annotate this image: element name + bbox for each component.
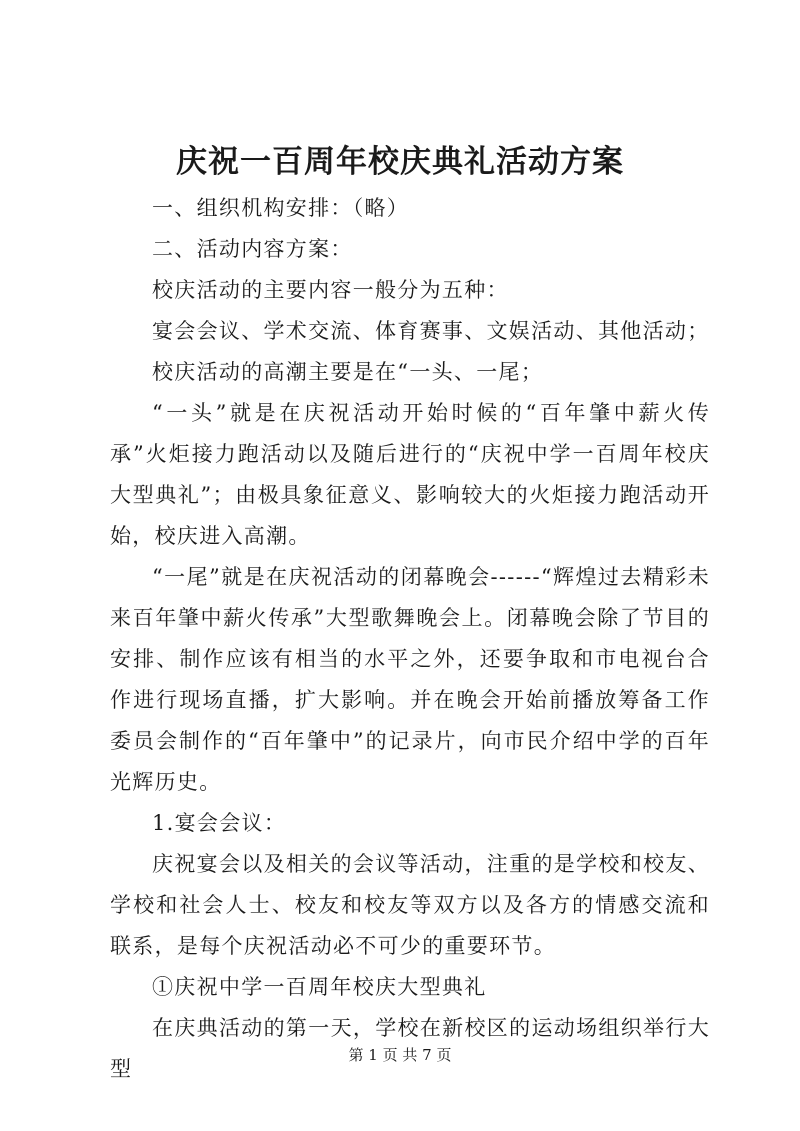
paragraph-five-types: 校庆活动的主要内容一般分为五种：	[152, 278, 509, 302]
paragraph-org-arrangement: 一、组织机构安排：（略）	[152, 196, 410, 220]
paragraph-banquet-heading: 1.宴会会议：	[152, 811, 287, 835]
paragraph-ceremony-description: 在庆典活动的第一天，学校在新校区的运动场组织举行大型	[110, 1016, 710, 1081]
paragraph-banquet-description: 庆祝宴会以及相关的会议等活动，注重的是学校和校友、学校和社会人士、校友和校友等双方以及各方的情感交流和联系，是每个庆祝活动必不可少的重要环节。	[110, 852, 710, 958]
document-title: 庆祝一百周年校庆典礼活动方案	[176, 144, 624, 180]
paragraph-climax: 校庆活动的高潮主要是在“一头、一尾；	[152, 360, 544, 384]
paragraph-activity-plan: 二、活动内容方案：	[152, 237, 353, 261]
paragraph-type-list: 宴会会议、学术交流、体育赛事、文娱活动、其他活动；	[152, 319, 710, 343]
paragraph-ceremony-heading: ①庆祝中学一百周年校庆大型典礼	[152, 975, 487, 999]
document-body	[110, 188, 710, 1090]
page-footer: 第 1 页 共 7 页	[348, 1046, 452, 1064]
paragraph-head: “一头”就是在庆祝活动开始时候的“百年肇中薪火传承”火炬接力跑活动以及随后进行的“庆祝中学一百周年校庆大型典礼”；由极具象征意义、影响较大的火炬接力跑活动开始，校庆进入高潮。	[110, 401, 710, 548]
paragraph-tail: “一尾”就是在庆祝活动的闭幕晚会------“辉煌过去精彩未来百年肇中薪火传承”大型歌舞晚会上。闭幕晚会除了节目的安排、制作应该有相当的水平之外，还要争取和市电视台合作进行现场直播，扩大影响。并在晚会开始前播放筹备工作委员会制作的“百年肇中”的记录片，向市民介绍中学的百年光辉历史。	[110, 565, 710, 794]
